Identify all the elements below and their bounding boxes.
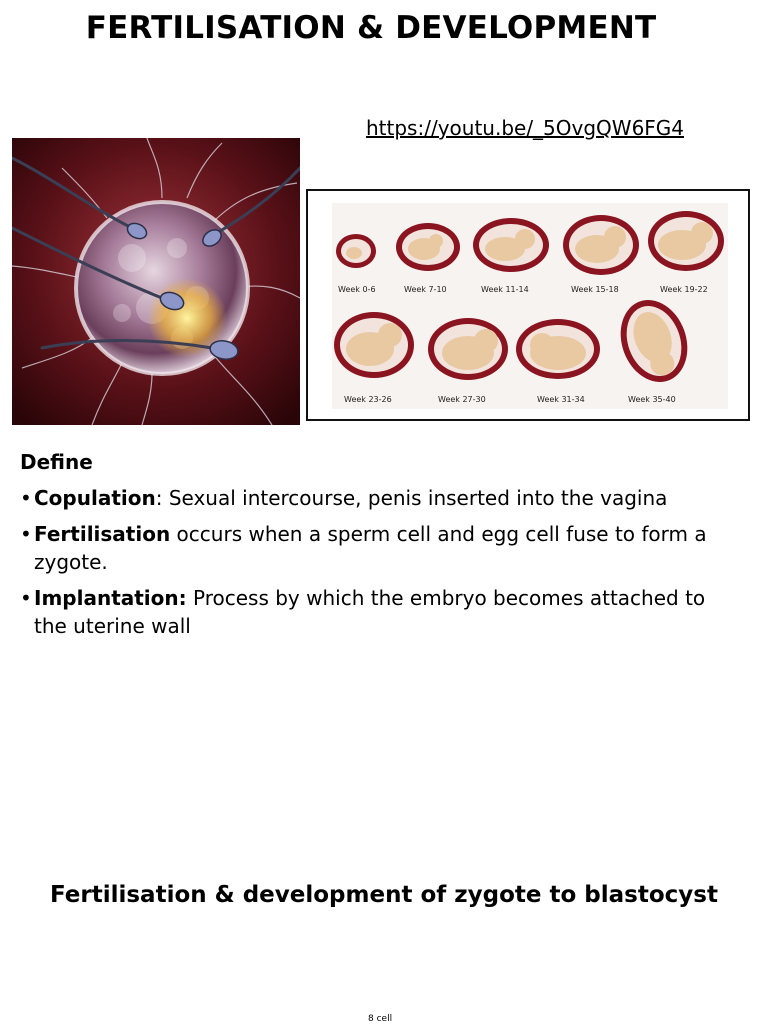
week-label: Week 31-34 xyxy=(537,395,585,404)
term-copulation: Copulation xyxy=(34,486,156,510)
week-label: Week 15-18 xyxy=(571,285,619,294)
definition-text: : Sexual intercourse, penis inserted into the vagina xyxy=(155,486,668,510)
bullet: • xyxy=(20,522,32,546)
section-subtitle: Fertilisation & development of zygote to blastocyst xyxy=(50,882,718,908)
definitions-list xyxy=(20,484,740,640)
bullet: • xyxy=(20,486,32,510)
diagram-label-8-cell: 8 cell xyxy=(368,1014,393,1024)
week-label: Week 0-6 xyxy=(338,285,376,294)
week-label: Week 7-10 xyxy=(404,285,447,294)
list-item xyxy=(20,484,740,512)
definition-text: Process by which the embryo becomes attached to the uterine wall xyxy=(34,586,706,638)
definitions-section xyxy=(20,448,740,648)
term-fertilisation: Fertilisation xyxy=(34,522,171,546)
list-item xyxy=(20,520,740,576)
fertilisation-photo xyxy=(12,138,300,425)
page-title: FERTILISATION & DEVELOPMENT xyxy=(85,10,657,46)
week-label: Week 11-14 xyxy=(481,285,529,294)
week-label: Week 23-26 xyxy=(344,395,392,404)
definition-text: occurs when a sperm cell and egg cell fuse to form a zygote. xyxy=(34,522,707,574)
term-implantation: Implantation: xyxy=(34,586,187,610)
fetal-development-illustration xyxy=(308,191,748,419)
define-heading: Define xyxy=(20,450,93,474)
list-item xyxy=(20,584,740,640)
fetal-development-chart xyxy=(306,189,750,421)
video-link[interactable]: https://youtu.be/_5OvgQW6FG4 xyxy=(366,116,685,140)
bullet: • xyxy=(20,586,32,610)
week-label: Week 27-30 xyxy=(438,395,486,404)
week-label: Week 35-40 xyxy=(628,395,676,404)
week-label: Week 19-22 xyxy=(660,285,708,294)
